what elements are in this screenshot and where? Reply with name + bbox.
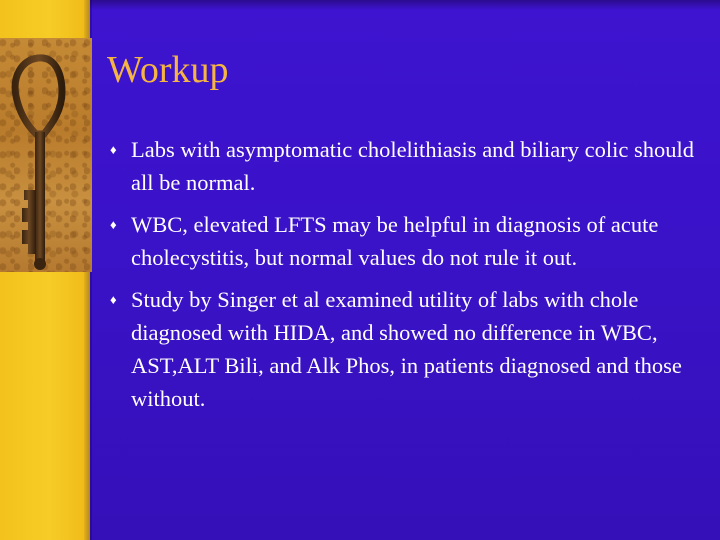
bullet-text: Labs with asymptomatic cholelithiasis and biliary colic should all be normal.	[131, 137, 695, 195]
diamond-bullet-icon: ♦	[110, 292, 117, 307]
bullet-text: WBC, elevated LFTS may be helpful in diagnosis of acute cholecystitis, but normal values do not rule it out.	[131, 212, 659, 270]
old-key-icon	[0, 38, 92, 272]
top-shadow	[90, 0, 720, 10]
bullet-item	[110, 133, 700, 199]
diamond-bullet-icon: ♦	[110, 217, 117, 232]
bullet-item	[110, 208, 700, 274]
key-photo	[0, 38, 92, 272]
bullet-text: Study by Singer et al examined utility of labs with chole diagnosed with HIDA, and showed no difference in WBC, AST,ALT Bili, and Alk Phos, in patients diagnosed and those without.	[131, 287, 682, 411]
slide-title: Workup	[107, 49, 229, 91]
diamond-bullet-icon: ♦	[110, 142, 117, 157]
bullet-list	[110, 133, 700, 424]
bullet-item	[110, 283, 700, 415]
